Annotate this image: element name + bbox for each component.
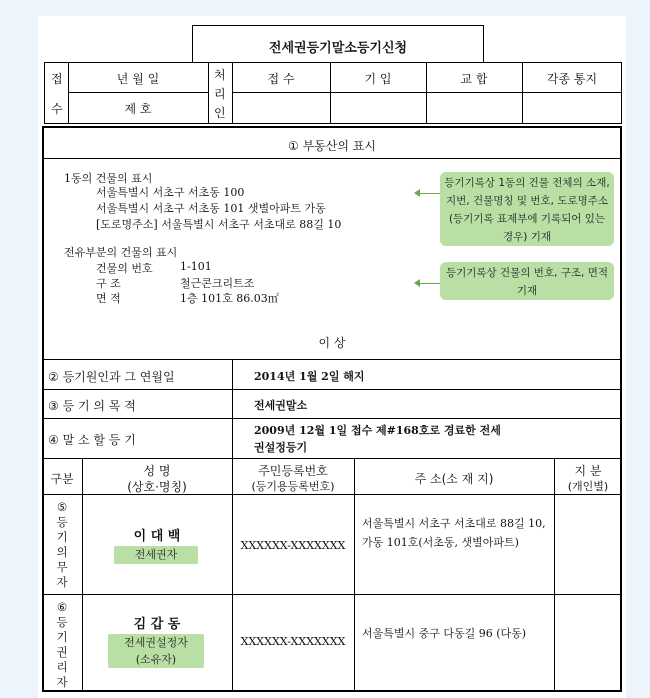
receipt-label-bottom: 수: [51, 102, 63, 116]
obligee-address: 서울특별시 중구 다동길 96 (다동): [362, 627, 527, 640]
date-label: 년 월 일: [116, 72, 160, 86]
unit-value: 철근콘크리트조: [180, 277, 255, 290]
obligee-id: XXXXXX-XXXXXXX: [240, 635, 346, 648]
property-section-title: ① 부동산의 표시: [288, 139, 376, 153]
obligor-role: 전세권자: [114, 546, 198, 564]
arrow-icon: [416, 283, 440, 284]
note-building: 등기기록상 1동의 건물 전체의 소재, 지번, 건물명칭 및 번호, 도로명주소(등기기록 표제부에 기록되어 있는 경우) 기재: [440, 172, 614, 246]
note-unit: 등기기록상 건물의 번호, 구조, 면적 기재: [440, 262, 614, 300]
party-col-reg-sub: (등기용등록번호): [251, 480, 335, 493]
party-col-addr: 주 소(소 재 지): [414, 472, 494, 486]
building-line: [도로명주소] 서울특별시 서초구 서초대로 88길 10: [96, 218, 342, 231]
unit-label: 면 적: [96, 292, 121, 305]
unit-value: 1층 101호 86.03㎡: [180, 292, 279, 305]
purpose-value: 전세권말소: [254, 399, 308, 412]
purpose-label: ③ 등 기 의 목 적: [48, 399, 136, 413]
col-check: 교 합: [460, 72, 488, 86]
col-notice: 각종 통지: [546, 72, 598, 86]
cause-label: ② 등기원인과 그 연월일: [48, 370, 175, 384]
unit-label: 구 조: [96, 277, 121, 290]
unit-label: 건물의 번호: [96, 262, 153, 275]
process-label-1: 처: [214, 68, 226, 82]
obligee-role-text: 전세권설정자: [124, 636, 188, 649]
unit-title: 전유부분의 건물의 표시: [64, 246, 178, 259]
party-col-type: 구분: [50, 472, 74, 486]
unit-value: 1-101: [180, 260, 212, 273]
form-title: 전세권등기말소등기신청: [268, 41, 408, 56]
obligor-id: XXXXXX-XXXXXXX: [240, 539, 346, 552]
process-label-2: 리: [214, 87, 226, 101]
obligee-role: [108, 634, 204, 668]
building-line: 서울특별시 서초구 서초동 101 샛별아파트 가동: [96, 202, 326, 215]
end-mark: 이 상: [318, 336, 346, 350]
obligee-name: 김 갑 동: [133, 617, 181, 632]
obligor-label: ⑤ 등 기 의 무 자: [56, 500, 68, 589]
obligor-address: 서울특별시 서초구 서초대로 88길 10, 가동 101호(서초동, 샛별아파트): [362, 517, 546, 549]
building-title: 1동의 건물의 표시: [64, 172, 153, 185]
party-col-name-sub: (상호·명칭): [127, 480, 187, 494]
party-col-name: 성 명: [143, 464, 171, 478]
obligee-role-sub: (소유자): [135, 653, 177, 666]
cancel-value: 2009년 12월 1일 접수 제#168호로 경료한 전세권설정등기: [254, 424, 501, 454]
process-label-3: 인: [214, 106, 226, 120]
building-line: 서울특별시 서초구 서초동 100: [96, 186, 245, 199]
party-col-share-sub: (개인별): [567, 480, 609, 493]
cancel-label: ④ 말 소 할 등 기: [48, 433, 136, 447]
col-entry: 기 입: [364, 72, 392, 86]
receipt-label-top: 접: [51, 72, 63, 86]
party-col-share: 지 분: [574, 464, 602, 478]
obligor-name: 이 대 백: [133, 529, 181, 544]
number-label: 제 호: [124, 102, 152, 116]
col-receipt: 접 수: [267, 72, 295, 86]
obligee-label: ⑥ 등 기 권 리 자: [56, 600, 68, 689]
arrow-icon: [416, 193, 440, 194]
party-col-reg: 주민등록번호: [258, 464, 328, 478]
cause-value: 2014년 1월 2일 해지: [254, 370, 365, 383]
